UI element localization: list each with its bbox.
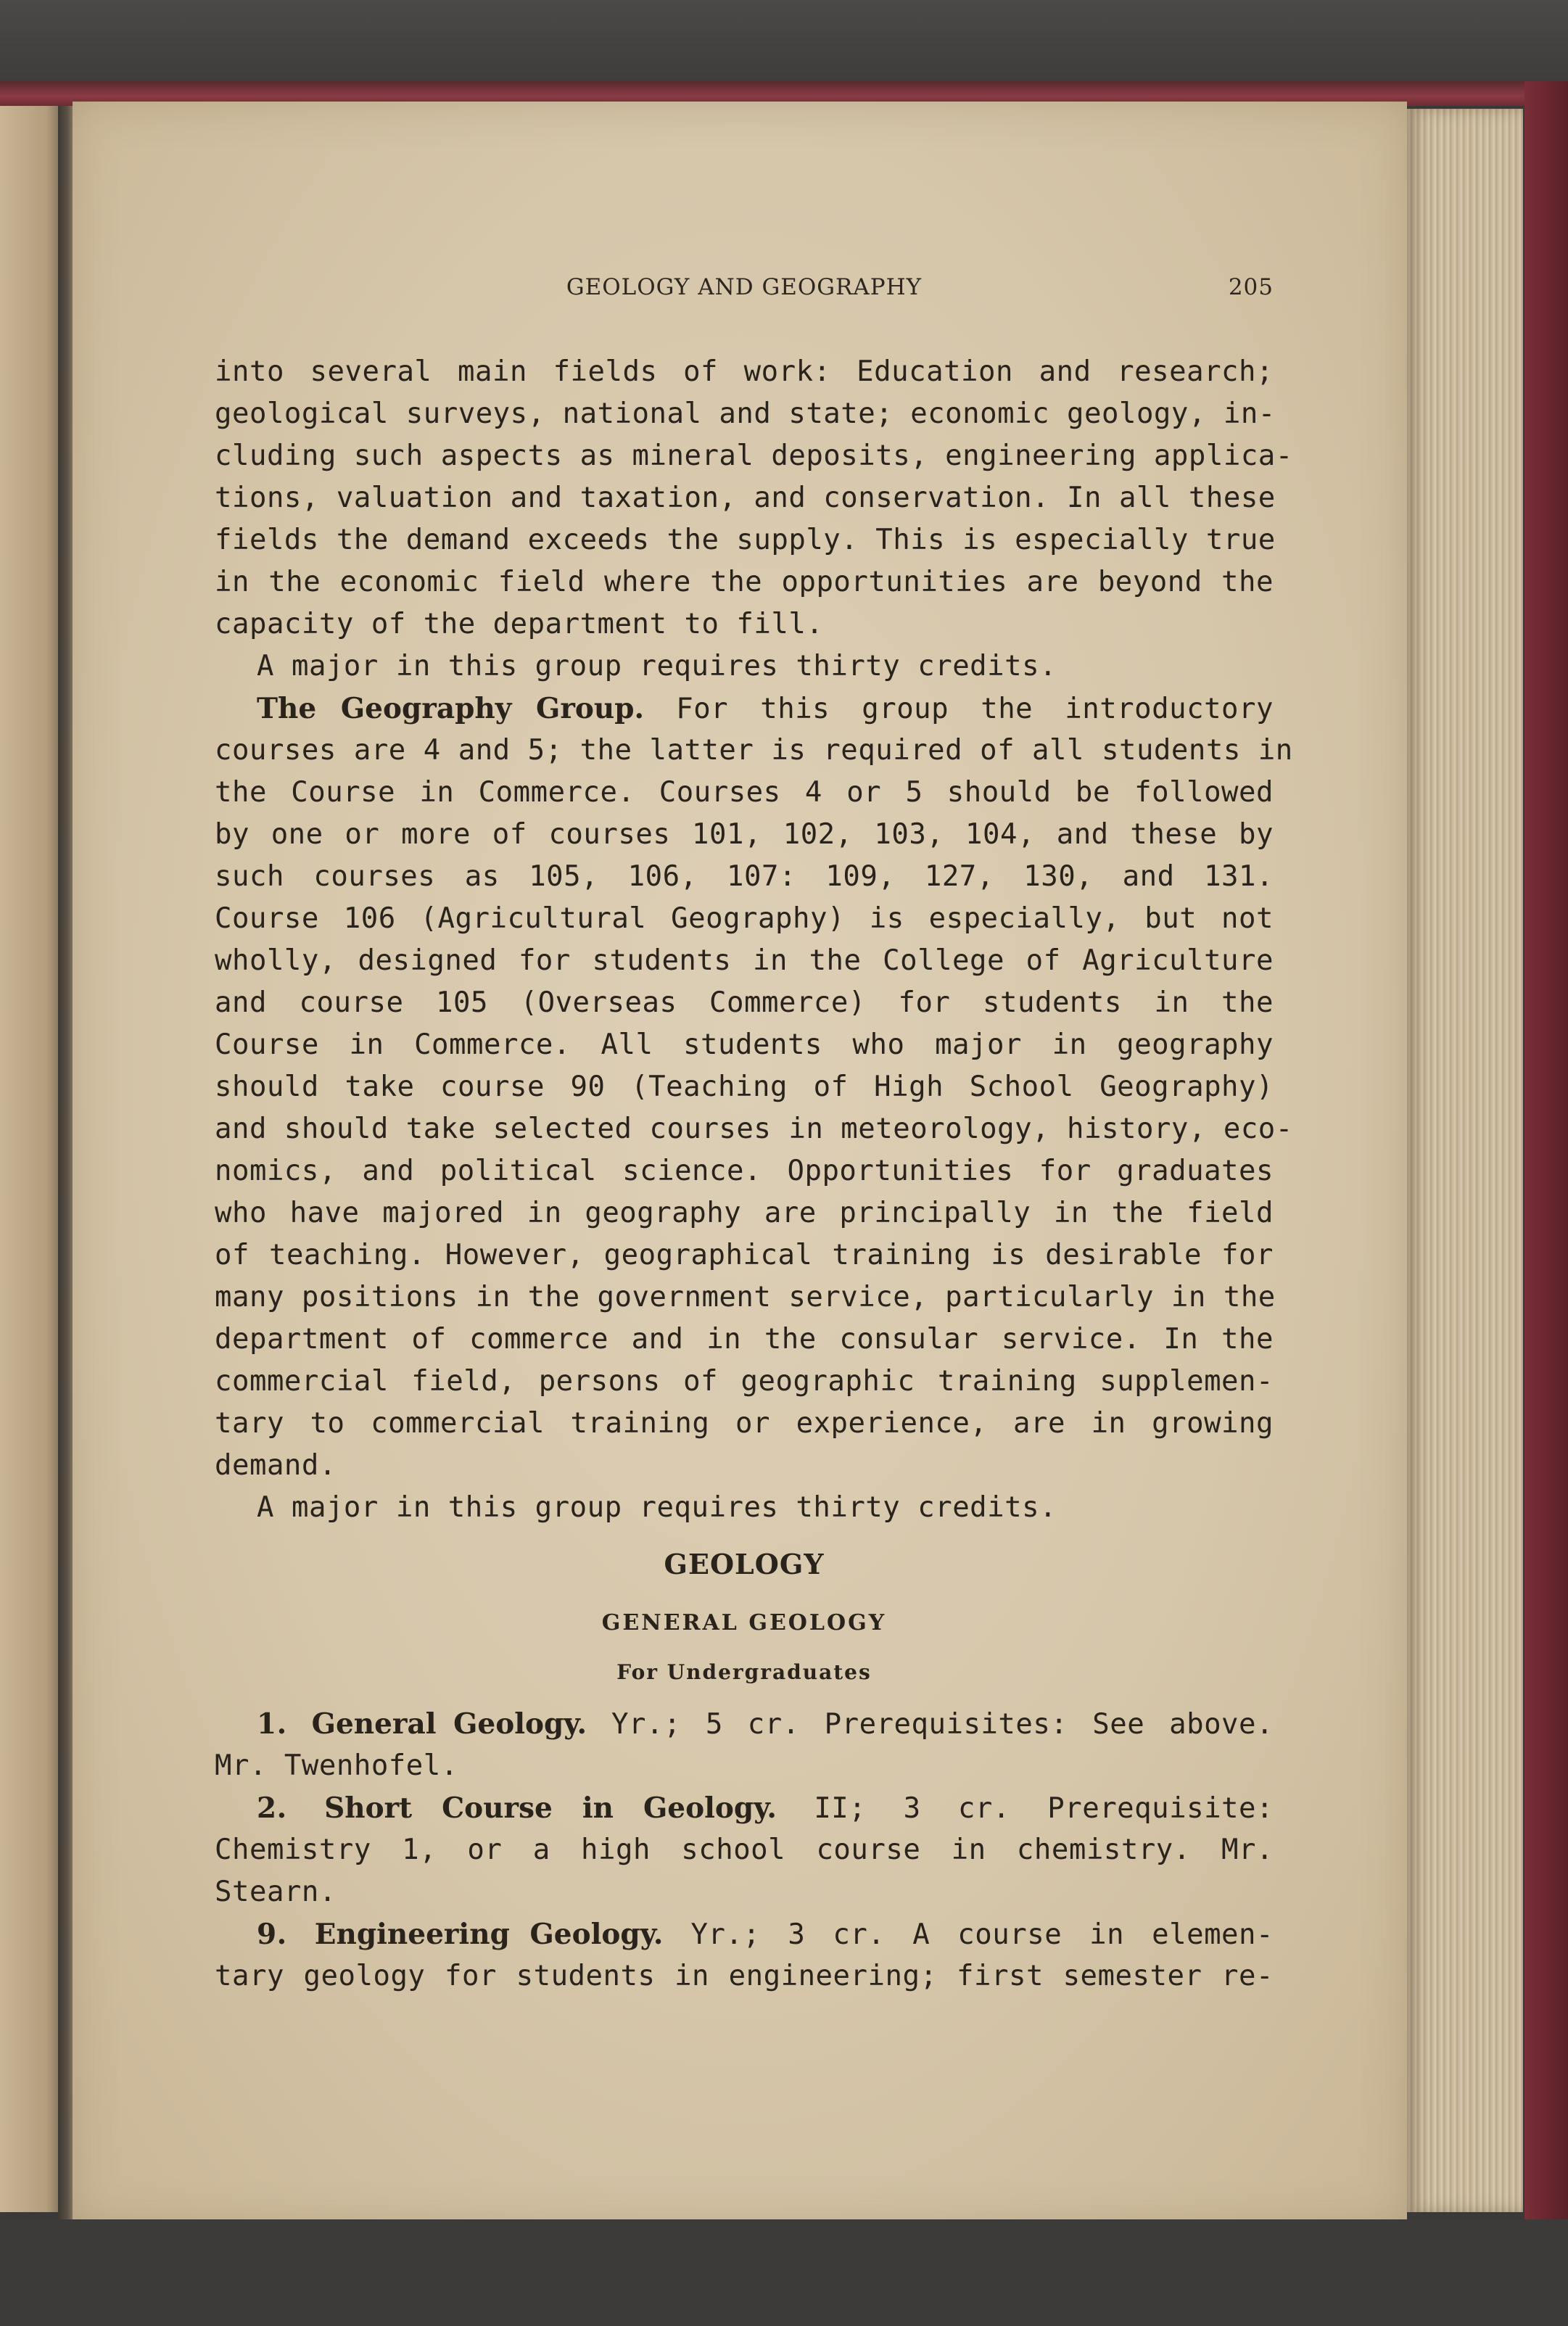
body-line: into several main fields of work: Education and research; xyxy=(215,355,1274,388)
geography-group-first-rest: For this group the introductory xyxy=(644,693,1274,725)
page-body xyxy=(215,351,1293,1997)
scan-background-bottom xyxy=(0,2219,1568,2326)
running-head: GEOLOGY AND GEOGRAPHY xyxy=(566,274,923,300)
body-line: department of commerce and in the consular service. In the xyxy=(215,1323,1274,1356)
major-requirement-line: A major in this group requires thirty credits. xyxy=(257,650,1057,682)
body-line: who have majored in geography are principally in the field xyxy=(215,1197,1274,1229)
facing-page-edge xyxy=(0,94,67,2212)
body-line: commercial field, persons of geographic training supplemen- xyxy=(215,1365,1274,1398)
course-line: Stearn. xyxy=(215,1876,337,1908)
geography-group-lead: The Geography Group. xyxy=(257,692,645,725)
course-line: Chemistry 1, or a high school course in chemistry. Mr. xyxy=(215,1834,1274,1866)
page-number: 205 xyxy=(1228,274,1274,300)
body-line: Course in Commerce. All students who major in geography xyxy=(215,1028,1274,1061)
body-line: Course 106 (Agricultural Geography) is especially, but not xyxy=(215,902,1274,935)
body-line: tions, valuation and taxation, and conservation. In all these xyxy=(215,482,1276,514)
book-cover-right xyxy=(1524,81,1568,2272)
body-line: courses are 4 and 5; the latter is required of all students in xyxy=(215,734,1293,767)
body-line: should take course 90 (Teaching of High School Geography) xyxy=(215,1071,1274,1103)
body-line: by one or more of courses 101, 102, 103, 104, and these by xyxy=(215,818,1274,851)
course-entry-line xyxy=(215,1703,1274,1745)
course-details: Yr.; 5 cr. Prerequisites: See above. xyxy=(587,1708,1274,1741)
body-line: capacity of the department to fill. xyxy=(215,608,824,640)
page-block-edges xyxy=(1407,109,1523,2212)
course-line: Mr. Twenhofel. xyxy=(215,1749,458,1782)
body-line: nomics, and political science. Opportunities for graduates xyxy=(215,1155,1274,1187)
course-details: Yr.; 3 cr. A course in elemen- xyxy=(663,1918,1274,1951)
audience-heading: For Undergraduates xyxy=(616,1660,872,1684)
course-number: 2. xyxy=(257,1791,287,1825)
body-line: geological surveys, national and state; economic geology, in- xyxy=(215,397,1276,430)
body-line: and course 105 (Overseas Commerce) for students in the xyxy=(215,986,1274,1019)
course-title: Engineering Geology. xyxy=(314,1918,664,1951)
course-entry-line xyxy=(215,1787,1274,1829)
section-heading: GEOLOGY xyxy=(664,1548,825,1580)
scan-background-top xyxy=(0,0,1568,94)
book-gutter xyxy=(58,94,74,2227)
geography-group-line xyxy=(215,688,1274,730)
course-number: 9. xyxy=(257,1918,287,1951)
body-line: of teaching. However, geographical training is desirable for xyxy=(215,1239,1274,1271)
body-line: demand. xyxy=(215,1449,337,1482)
page-header xyxy=(215,274,1274,303)
body-line: cluding such aspects as mineral deposits, engineering applica- xyxy=(215,440,1293,472)
course-title: General Geology. xyxy=(311,1707,587,1741)
course-entry-line xyxy=(215,1913,1274,1955)
body-line: the Course in Commerce. Courses 4 or 5 should be followed xyxy=(215,776,1274,809)
body-line: such courses as 105, 106, 107: 109, 127, 130, and 131. xyxy=(215,860,1274,893)
major-requirement-line: A major in this group requires thirty credits. xyxy=(257,1491,1057,1524)
course-title: Short Course in Geology. xyxy=(324,1791,777,1825)
course-details: II; 3 cr. Prerequisite: xyxy=(776,1792,1274,1825)
body-line: many positions in the government service, particularly in the xyxy=(215,1281,1276,1313)
body-line: in the economic field where the opportunities are beyond the xyxy=(215,566,1274,598)
course-number: 1. xyxy=(257,1707,287,1741)
subsection-heading: GENERAL GEOLOGY xyxy=(601,1610,887,1636)
course-line: tary geology for students in engineering; first semester re- xyxy=(215,1960,1274,1992)
body-line: tary to commercial training or experience, are in growing xyxy=(215,1407,1274,1440)
body-line: and should take selected courses in meteorology, history, eco- xyxy=(215,1113,1293,1145)
body-line: fields the demand exceeds the supply. This is especially true xyxy=(215,524,1276,556)
body-line: wholly, designed for students in the College of Agriculture xyxy=(215,944,1274,977)
